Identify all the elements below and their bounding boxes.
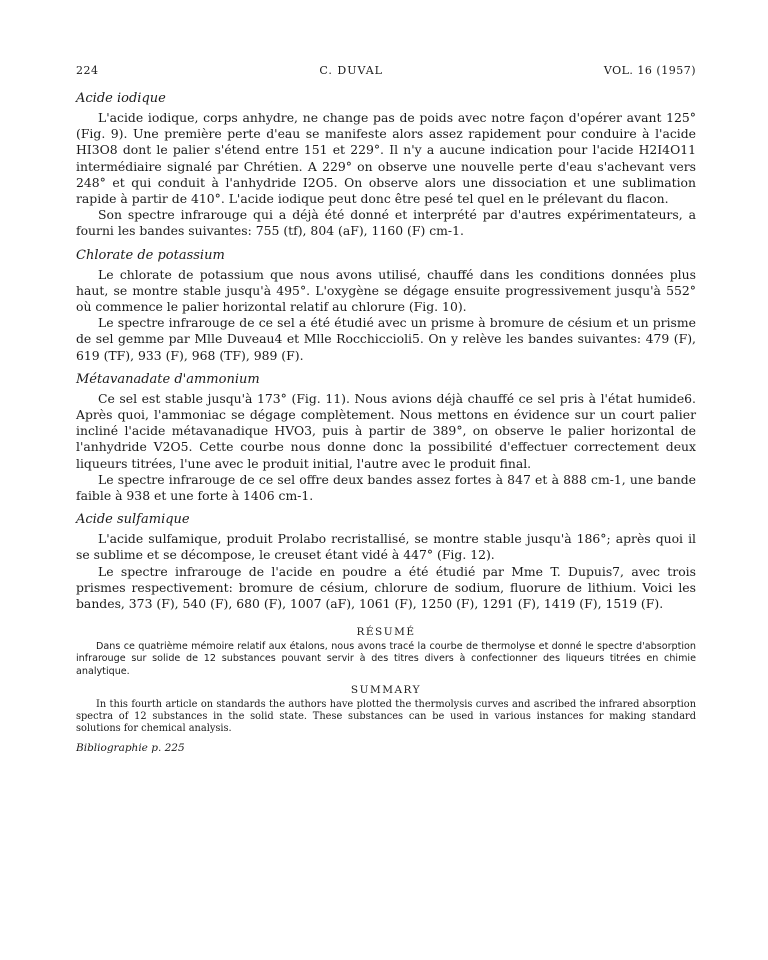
bibliography-reference: Bibliographie p. 225 bbox=[76, 741, 185, 754]
volume-info: VOL. 16 (1957) bbox=[603, 64, 696, 77]
section-title: Métavanadate d'ammonium bbox=[76, 371, 260, 387]
page-number: 224 bbox=[76, 64, 99, 77]
section-title: Acide sulfamique bbox=[76, 512, 190, 528]
summary-title: SUMMARY bbox=[350, 683, 422, 696]
section-metavanadate bbox=[76, 372, 696, 504]
section-chlorate-potassium bbox=[76, 248, 696, 364]
running-author: C. DUVAL bbox=[319, 64, 383, 77]
paragraph: Le spectre infrarouge de ce sel offre deux bandes assez fortes à 847 et à 888 cm-1, une bande faible à 938 et une forte à 1406 cm-1. bbox=[76, 471, 696, 504]
section-acide-iodique bbox=[76, 91, 696, 240]
running-head bbox=[76, 64, 696, 77]
abstracts bbox=[76, 626, 696, 753]
paper-page bbox=[76, 64, 696, 754]
paragraph: Le spectre infrarouge de ce sel a été étudié avec un prisme à bromure de césium et un prisme de sel gemme par Mlle Duveau4 et Mlle Rocchiccioli5. On y relève les bandes suivantes: 479 (F), 619 (TF), 933 (F), 968 (TF), 989 (F). bbox=[76, 315, 696, 363]
section-title: Chlorate de potassium bbox=[76, 247, 225, 263]
section-acide-sulfamique bbox=[76, 512, 696, 612]
paragraph: Son spectre infrarouge qui a déjà été donné et interprété par d'autres expérimentateurs, a fourni les bandes suivantes: 755 (tf), 804 (aF), 1160 (F) cm-1. bbox=[76, 207, 696, 239]
paragraph: L'acide iodique, corps anhydre, ne change pas de poids avec notre façon d'opérer avant 125° (Fig. 9). Une première perte d'eau se manifeste alors assez rapidement pour conduire à l'acide HI3O8 dont le palier s'étend entre 151 et 229°. Il n'y a aucune indication pour l'acide H2I4O11 intermédiaire signalé par Chrétien. A 229° on observe une nouvelle perte d'eau s'achevant vers 248° et qui conduit à l'anhydride I2O5. On observe alors une dissociation et une sublimation rapide à partir de 410°. L'acide iodique peut donc être pesé tel quel en le prélevant du flacon. bbox=[76, 110, 696, 207]
section-title: Acide iodique bbox=[76, 91, 166, 106]
paragraph: L'acide sulfamique, produit Prolabo recristallisé, se montre stable jusqu'à 186°; après quoi il se sublime et se décompose, le creuset étant vidé à 447° (Fig. 12). bbox=[76, 531, 696, 563]
paragraph: Ce sel est stable jusqu'à 173° (Fig. 11). Nous avions déjà chauffé ce sel pris à l'état humide6. Après quoi, l'ammoniac se dégage complètement. Nous mettons en évidence sur un court palier incliné l'acide métavanadique HVO3, puis à partir de 389°, on observe le palier horizontal de l'anhydride V2O5. Cette courbe nous donne donc la possibilité d'effectuer correctement deux liqueurs titrées, l'une avec le produit initial, l'autre avec le produit final. bbox=[76, 390, 696, 471]
resume-text: Dans ce quatrième mémoire relatif aux étalons, nous avons tracé la courbe de thermolyse et donné le spectre d'absorption infrarouge sur solide de 12 substances pouvant servir à des titres divers à confectionner des liqueurs titrées en chimie analytique. bbox=[76, 641, 696, 677]
resume-title: RÉSUMÉ bbox=[356, 626, 416, 639]
paragraph: Le spectre infrarouge de l'acide en poudre a été étudié par Mme T. Dupuis7, avec trois prismes respectivement: bromure de césium, chlorure de sodium, fluorure de lithium. Voici les bandes, 373 (F), 540 (F), 680 (F), 1007 (aF), 1061 (F), 1250 (F), 1291 (F), 1419 (F), 1519 (F). bbox=[76, 563, 696, 612]
summary-text: In this fourth article on standards the authors have plotted the thermolysis curves and ascribed the infrared absorption spectra of 12 substances in the solid state. These substances can be used in various instances for making standard solutions for chemical analysis. bbox=[76, 698, 696, 735]
paragraph: Le chlorate de potassium que nous avons utilisé, chauffé dans les conditions données plus haut, se montre stable jusqu'à 495°. L'oxygène se dégage ensuite progressivement jusqu'à 552° où commence le palier horizontal relatif au chlorure (Fig. 10). bbox=[76, 266, 696, 315]
